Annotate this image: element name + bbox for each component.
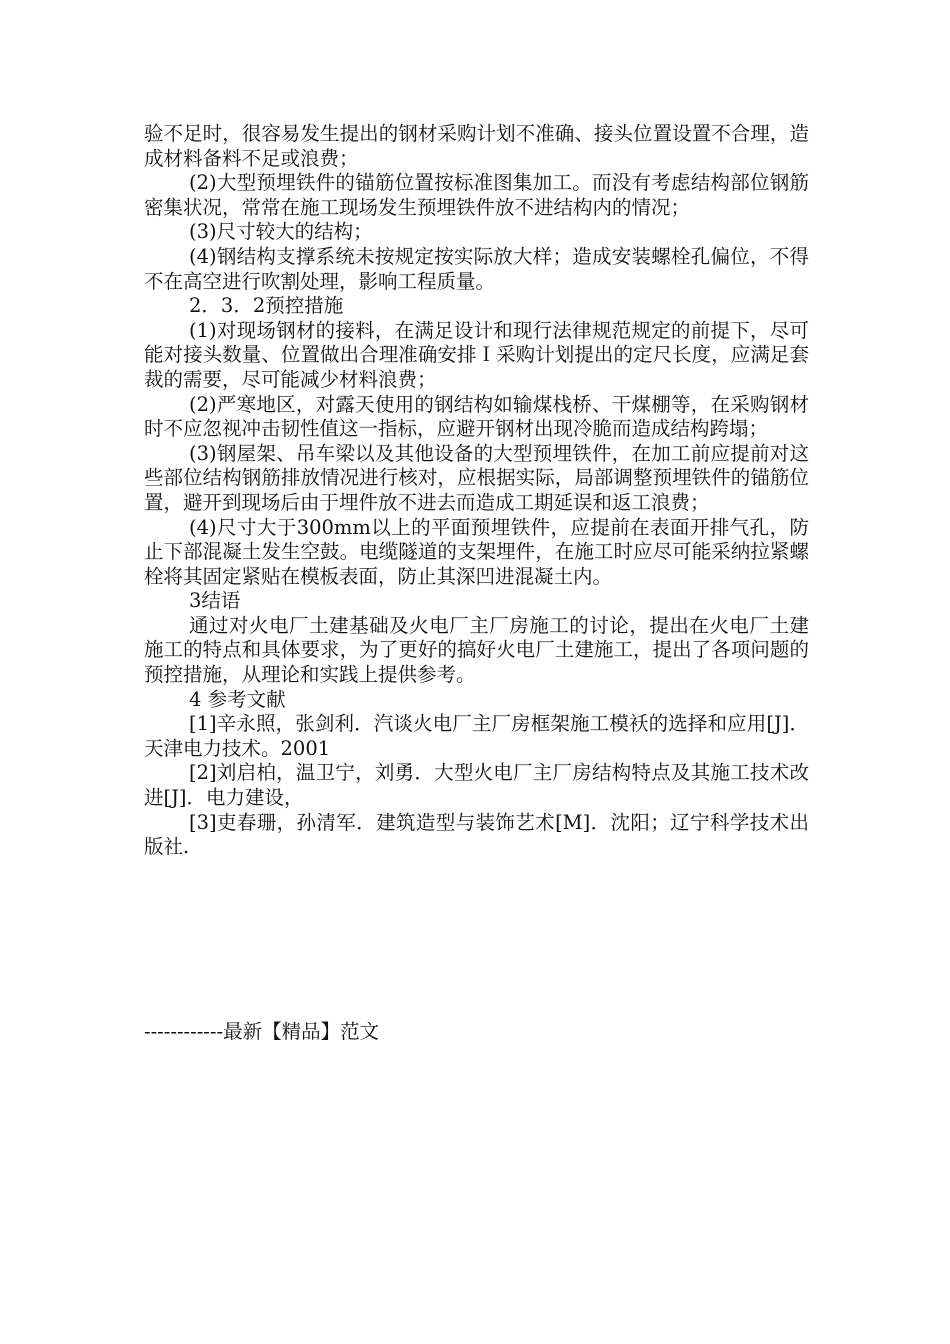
section-heading-2-3-2: 2．3．2预控措施 [189, 294, 344, 318]
paragraph-issue-4: (4)钢结构支撑系统未按规定按实际放大样；造成安装螺栓孔偏位，不得不在高空进行吹割处理，影响工程质量。 [144, 244, 809, 293]
paragraph-measure-3: (3)钢屋架、吊车梁以及其他设备的大型预埋铁件，在加工前应提前对这些部位结构钢筋排放情况进行核对，应根据实际，局部调整预埋铁件的锚筋位置，避开到现场后由于埋件放不进去而造成工期延误和返工浪费； [144, 441, 809, 514]
document-body [144, 122, 809, 860]
paragraph-continuation: 验不足时，很容易发生提出的钢材采购计划不准确、接头位置设置不合理，造成材料备料不足或浪费； [144, 122, 809, 170]
paragraph-measure-4: (4)尺寸大于300mm以上的平面预埋铁件，应提前在表面开排气孔，防止下部混凝土发生空鼓。电缆隧道的支架埋件，在施工时应尽可能采纳拉紧螺栓将其固定紧贴在模板表面，防止其深凹进混凝土内。 [144, 515, 809, 588]
paragraph-issue-3: (3)尺寸较大的结构； [189, 220, 373, 244]
reference-item-3: [3]吏春珊，孙清军．建筑造型与装饰艺术[M]．沈阳；辽宁科学技术出版社. [144, 810, 809, 859]
footer-label: ------------最新【精品】范文 [144, 1020, 380, 1043]
paragraph-conclusion: 通过对火电厂土建基础及火电厂主厂房施工的讨论，提出在火电厂土建施工的特点和具体要求，为了更好的搞好火电厂土建施工，提出了各项问题的预控措施，从理论和实践上提供参考。 [144, 613, 809, 687]
paragraph-measure-2: (2)严寒地区，对露天使用的钢结构如输煤栈桥、干煤棚等，在采购钢材时不应忽视冲击韧性值这一指标，应避开钢材出现冷脆而造成结构跨塌； [144, 392, 809, 441]
paragraph-measure-1: (1)对现场钢材的接料，在满足设计和现行法律规范规定的前提下，尽可能对接头数量、位置做出合理准确安排Ｉ采购计划提出的定尺长度，应满足套裁的需要，尽可能减少材料浪费； [144, 318, 809, 391]
reference-item-2: [2]刘启柏，温卫宁，刘勇．大型火电厂主厂房结构特点及其施工技术改进[J]．电力建设， [144, 761, 809, 810]
section-heading-conclusion: 3结语 [189, 589, 241, 613]
paragraph-issue-2: (2)大型预埋铁件的锚筋位置按标准图集加工。而没有考虑结构部位钢筋密集状况，常常在施工现场发生预埋铁件放不进结构内的情况； [144, 171, 809, 219]
reference-item-1: [1]辛永照，张剑利．汽谈火电厂主厂房框架施工模袄的选择和应用[J]．天津电力技术。2001 [144, 712, 809, 760]
section-heading-references: 4 参考文献 [189, 687, 286, 711]
